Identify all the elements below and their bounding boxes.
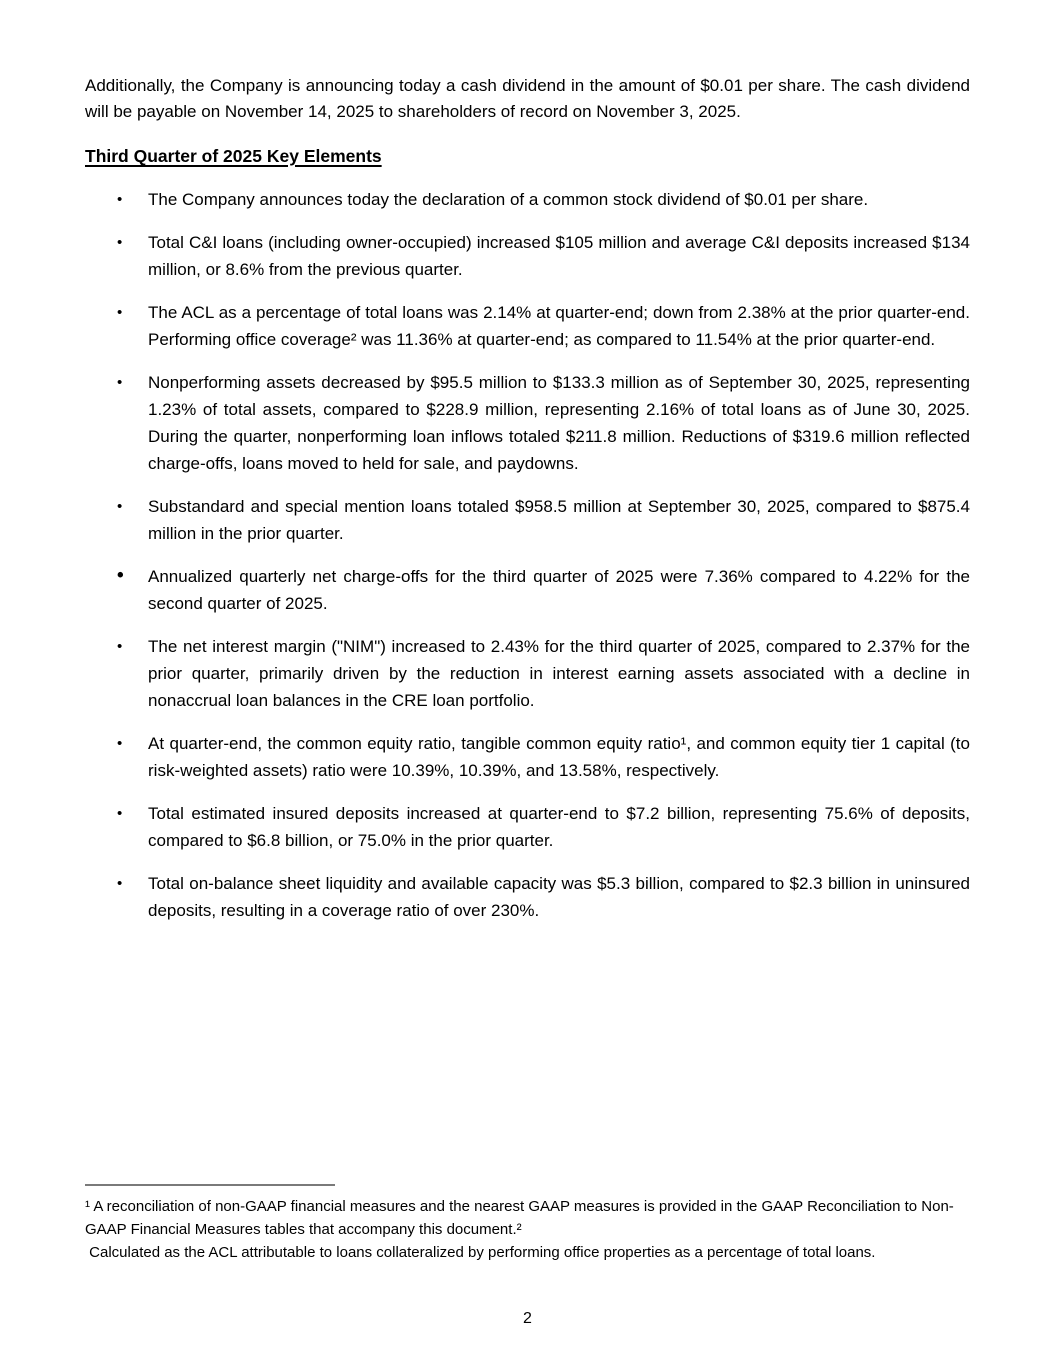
list-item-text: The Company announces today the declaration of a common stock dividend of $0.01 per share. [148, 190, 869, 209]
list-item-text: Substandard and special mention loans totaled $958.5 million at September 30, 2025, compared to $875.4 million in the prior quarter. [148, 497, 970, 543]
list-item [85, 563, 970, 617]
bullet-icon: • [117, 191, 123, 208]
key-elements-list [85, 186, 970, 924]
intro-paragraph: Additionally, the Company is announcing today a cash dividend in the amount of $0.01 per share. The cash dividend will be payable on November 14, 2025 to shareholders of record on November 3, 2025. [85, 76, 970, 121]
section-heading: Third Quarter of 2025 Key Elements [85, 146, 382, 166]
list-item-text: Total on-balance sheet liquidity and available capacity was $5.3 billion, compared to $2.3 billion in uninsured deposits, resulting in a coverage ratio of over 230%. [148, 874, 970, 920]
bullet-icon: • [117, 875, 123, 892]
list-item [85, 493, 970, 547]
list-item [85, 633, 970, 714]
list-item-text: Nonperforming assets decreased by $95.5 million to $133.3 million as of September 30, 2025, representing 1.23% of total assets, compared to $228.9 million, representing 2.16% of total loans as of June 30, 2025. During the quarter, nonperforming loan inflows totaled $211.8 million. Reductions of $319.6 million reflected charge-offs, loans moved to held for sale, and paydowns. [148, 373, 970, 473]
footnote-2: Calculated as the ACL attributable to loans collateralized by performing office properties as a percentage of total loans. [85, 1244, 876, 1261]
footnote-1: ¹ A reconciliation of non-GAAP financial measures and the nearest GAAP measures is provided in the GAAP Reconciliation to Non-GAAP Financial Measures tables that accompany this document.² [85, 1198, 954, 1238]
bullet-icon: • [117, 234, 123, 251]
bullet-icon: • [117, 498, 123, 515]
list-item [85, 186, 970, 213]
list-item-text: The net interest margin ("NIM") increased to 2.43% for the third quarter of 2025, compared to 2.37% for the prior quarter, primarily driven by the reduction in interest earning assets associated with a decline in nonaccrual loan balances in the CRE loan portfolio. [148, 637, 970, 710]
list-item-text: Annualized quarterly net charge-offs for the third quarter of 2025 were 7.36% compared to 4.22% for the second quarter of 2025. [148, 567, 970, 613]
bullet-icon: • [117, 638, 123, 655]
list-item-text: The ACL as a percentage of total loans was 2.14% at quarter-end; down from 2.38% at the prior quarter-end. Performing office coverage² was 11.36% at quarter-end; as compared to 11.54% at the prior quarter-end. [148, 303, 970, 349]
document-body [85, 73, 970, 924]
list-item [85, 229, 970, 283]
list-item [85, 870, 970, 924]
footnotes-section [85, 1184, 970, 1264]
bullet-icon: • [117, 805, 123, 822]
bullet-icon: • [117, 565, 124, 586]
list-item [85, 299, 970, 353]
list-item-text: At quarter-end, the common equity ratio, tangible common equity ratio¹, and common equity tier 1 capital (to risk-weighted assets) ratio were 10.39%, 10.39%, and 13.58%, respectively. [148, 734, 970, 780]
bullet-icon: • [117, 304, 123, 321]
footnote-separator [85, 1184, 335, 1186]
list-item [85, 369, 970, 477]
list-item-text: Total estimated insured deposits increased at quarter-end to $7.2 billion, representing 75.6% of deposits, compared to $6.8 billion, or 75.0% in the prior quarter. [148, 804, 970, 850]
list-item [85, 730, 970, 784]
list-item [85, 800, 970, 854]
list-item-text: Total C&I loans (including owner-occupied) increased $105 million and average C&I deposits increased $134 million, or 8.6% from the previous quarter. [148, 233, 970, 279]
bullet-icon: • [117, 374, 123, 391]
page-number: 2 [523, 1310, 532, 1327]
bullet-icon: • [117, 735, 123, 752]
